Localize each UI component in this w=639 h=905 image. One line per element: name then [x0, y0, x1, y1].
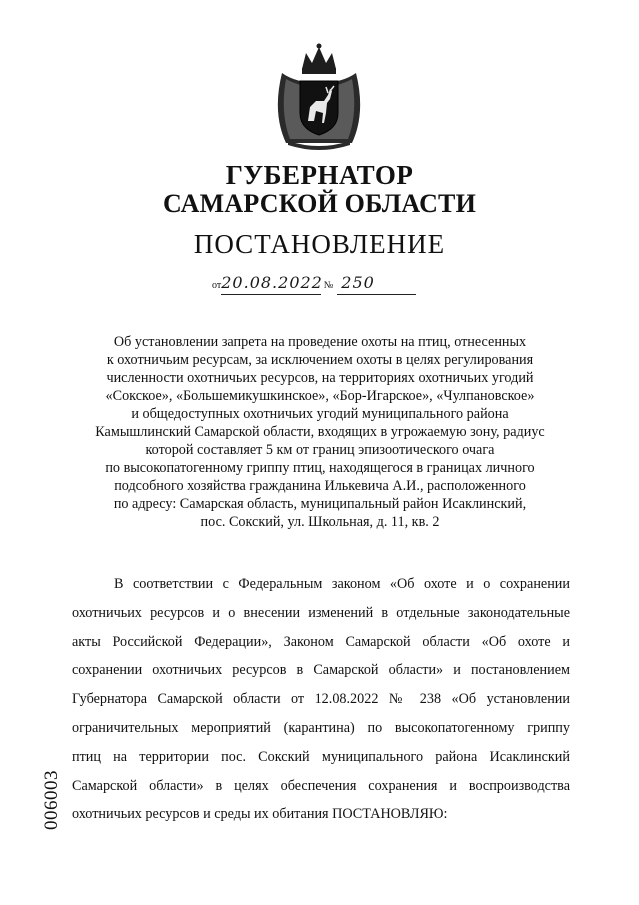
title-line: «Сокское», «Большемикушкинское», «Бор-Игарское», «Чулпановское»	[105, 388, 535, 404]
body-line: охотничьих ресурсов и о внесении изменений в отдельные законодательные	[72, 604, 570, 621]
registration-number-stamp	[41, 770, 63, 830]
date-number-line	[212, 272, 416, 294]
body-line: Самарской области» в целях обеспечения сохранения и воспроизводства	[72, 777, 570, 794]
title-line: Камышлинский Самарской области, входящих в угрожаемую зону, радиус	[95, 424, 545, 440]
handwritten-number: 250	[337, 272, 416, 295]
body-line: охотничьих ресурсов и среды их обитания ПОСТАНОВЛЯЮ:	[72, 806, 448, 823]
date-prefix: от	[212, 280, 222, 291]
title-line: по высокопатогенному гриппу птиц, находящегося в границах личного	[105, 460, 535, 476]
body-line: сохранении охотничьих ресурсов в Самарской области» и постановлением	[72, 662, 570, 679]
coat-of-arms-icon	[272, 43, 366, 151]
document-title	[70, 333, 570, 531]
governor-heading: ГУБЕРНАТОР	[225, 160, 414, 190]
title-line: и общедоступных охотничьих угодий муниципального района	[131, 406, 509, 422]
title-line: численности охотничьих ресурсов, на территориях охотничьих угодий	[106, 370, 534, 386]
title-line: которой составляет 5 км от границ эпизоотического очага	[145, 442, 495, 458]
body-line: Губернатора Самарской области от 12.08.2022 № 238 «Об установлении	[72, 691, 570, 708]
handwritten-date: 20.08.2022	[221, 272, 321, 295]
title-line: пос. Сокский, ул. Школьная, д. 11, кв. 2	[200, 514, 440, 530]
title-line: к охотничьим ресурсам, за исключением охоты в целях регулирования	[106, 352, 534, 368]
document-type: ПОСТАНОВЛЕНИЕ	[193, 229, 446, 259]
title-line: Об установлении запрета на проведение охоты на птиц, отнесенных	[113, 334, 527, 350]
title-line: подсобного хозяйства гражданина Илькевича А.И., расположенного	[114, 478, 526, 494]
body-line: В соответствии с Федеральным законом «Об охоте и о сохранении	[114, 576, 570, 592]
title-line: по адресу: Самарская область, муниципальный район Исаклинский,	[113, 496, 527, 512]
stamp-number: 006003	[41, 770, 62, 830]
region-heading: САМАРСКОЙ ОБЛАСТИ	[162, 189, 477, 218]
preamble-paragraph	[72, 570, 570, 829]
body-line: акты Российской Федерации», Законом Самарской области «Об охоте и	[72, 633, 570, 650]
number-prefix: №	[323, 280, 334, 291]
body-line: птиц на территории пос. Сокский муниципального района Исаклинский	[72, 748, 570, 765]
body-line: ограничительных мероприятий (карантина) по высокопатогенному гриппу	[72, 719, 570, 736]
